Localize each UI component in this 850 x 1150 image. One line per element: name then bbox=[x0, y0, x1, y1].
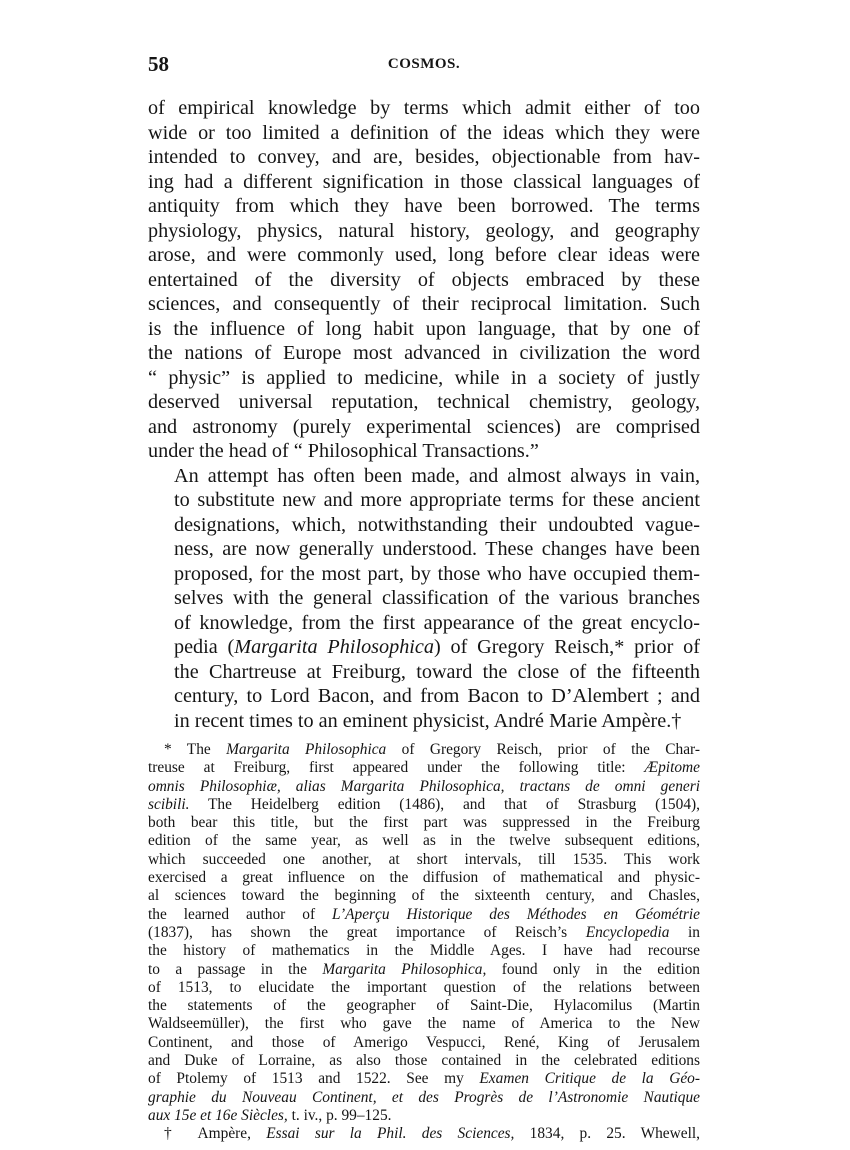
book-title: Margarita Philosophica bbox=[234, 636, 434, 658]
footnote-1 bbox=[148, 741, 700, 1125]
text-line: in recent times to an eminent physicist, André Marie Ampère.† bbox=[174, 709, 682, 732]
text-line: deserved universal reputation, technical chemistry, geology, bbox=[148, 391, 700, 413]
footnote-line bbox=[148, 796, 700, 814]
latin-title: scibili. bbox=[148, 795, 190, 813]
latin-title: Æpitome bbox=[644, 759, 700, 777]
book-title: aux 15e et 16e Siècles, bbox=[148, 1106, 288, 1124]
footnote-line: Waldseemüller), the first who gave the name of America to the New bbox=[148, 1015, 700, 1033]
text-line: intended to convey, and are, besides, objectionable from hav- bbox=[148, 146, 700, 168]
text-run: (1837), has shown the great importance of Reisch’s bbox=[148, 923, 586, 941]
paragraph-1 bbox=[148, 96, 700, 464]
text-line: is the influence of long habit upon language, that by one of bbox=[148, 317, 700, 340]
book-title: L’Aperçu Historique des Méthodes en Géométrie bbox=[332, 905, 700, 923]
paragraph-2 bbox=[148, 464, 700, 734]
text-line: physiology, physics, natural history, geology, and geography bbox=[148, 219, 700, 242]
text-line: arose, and were commonly used, long before clear ideas were bbox=[148, 244, 700, 266]
footnote-line: Continent, and those of Amerigo Vespucci, René, King of Jerusalem bbox=[148, 1033, 700, 1051]
page-number: 58 bbox=[148, 52, 169, 76]
text-line: sciences, and consequently of their reciprocal limitation. Such bbox=[148, 293, 700, 315]
text-run: ) of Gregory Reisch,* prior of bbox=[433, 636, 700, 658]
footnote-line bbox=[148, 906, 700, 924]
footnote-line: al sciences toward the beginning of the sixteenth century, and Chasles, bbox=[148, 887, 700, 905]
footnote-line bbox=[148, 961, 700, 979]
text-line: and astronomy (purely experimental sciences) are comprised bbox=[148, 415, 700, 438]
text-line: of empirical knowledge by terms which admit either of too bbox=[148, 97, 700, 119]
footnote-line bbox=[148, 1107, 700, 1125]
text-line: selves with the general classification of the various branches bbox=[174, 587, 700, 609]
text-line: under the head of “ Philosophical Transactions.” bbox=[148, 440, 539, 462]
footnote-line: both bear this title, but the first part was suppressed in the Freiburg bbox=[148, 814, 700, 832]
footnotes bbox=[148, 741, 700, 1144]
footnote-line: exercised a great influence on the diffusion of mathematical and physic- bbox=[148, 869, 700, 887]
text-run: t. iv., p. 99–125. bbox=[287, 1106, 392, 1124]
text-run: The Heidelberg edition (1486), and that of Strasburg (1504), bbox=[189, 795, 700, 813]
text-line: designations, which, notwithstanding their undoubted vague- bbox=[174, 513, 700, 536]
footnote-line: edition of the same year, as well as in the twelve subsequent editions, bbox=[148, 832, 700, 850]
text-run: † Ampère, bbox=[164, 1125, 267, 1143]
text-line: of knowledge, from the first appearance of the great encyclo- bbox=[174, 611, 700, 634]
footnote-line bbox=[148, 1125, 700, 1143]
footnote-line bbox=[148, 778, 700, 796]
text-line: An attempt has often been made, and almost always in vain, bbox=[174, 464, 700, 487]
text-line: to substitute new and more appropriate terms for these ancient bbox=[174, 489, 700, 511]
book-title: Encyclopedia bbox=[585, 923, 670, 941]
footnote-line bbox=[148, 741, 700, 759]
text-line: proposed, for the most part, by those who have occupied them- bbox=[174, 562, 700, 585]
footnote-line: of 1513, to elucidate the important question of the relations between bbox=[148, 978, 700, 996]
footnote-line: and Duke of Lorraine, as also those contained in the celebrated editions bbox=[148, 1052, 700, 1070]
text-run: to a passage in the bbox=[148, 960, 323, 978]
book-title: Margarita Philosophica bbox=[226, 741, 387, 758]
text-run: treuse at Freiburg, first appeared under the following title: bbox=[148, 759, 645, 777]
footnote-2 bbox=[148, 1125, 700, 1143]
text-run: of Gregory Reisch, prior of the Char- bbox=[386, 741, 700, 758]
text-run: found only in the edition bbox=[486, 960, 700, 978]
footnote-line bbox=[148, 1089, 700, 1107]
text-run: of Ptolemy of 1513 and 1522. See my bbox=[148, 1070, 480, 1088]
text-run: in bbox=[669, 923, 700, 941]
footnote-line bbox=[148, 924, 700, 942]
text-line: entertained of the diversity of objects embraced by these bbox=[148, 268, 700, 291]
book-page bbox=[148, 52, 700, 1144]
text-line: the Chartreuse at Freiburg, toward the close of the fifteenth bbox=[174, 660, 700, 683]
footnote-line: the statements of the geographer of Saint-Die, Hylacomilus (Martin bbox=[148, 997, 700, 1015]
text-line bbox=[148, 635, 700, 660]
footnote-line bbox=[148, 759, 700, 777]
footnote-line: the history of mathematics in the Middle Ages. I have had recourse bbox=[148, 942, 700, 960]
page-header bbox=[148, 52, 700, 82]
text-line: the nations of Europe most advanced in civilization the word bbox=[148, 342, 700, 364]
latin-title: omnis Philosophiæ, alias Margarita Philosophica, tractans de omni generi bbox=[148, 777, 700, 795]
text-line: ing had a different signification in those classical languages of bbox=[148, 170, 700, 193]
text-run: the learned author of bbox=[148, 905, 333, 923]
text-line: “ physic” is applied to medicine, while in a society of justly bbox=[148, 366, 700, 389]
text-line: ness, are now generally understood. These changes have been bbox=[174, 538, 700, 560]
text-line: century, to Lord Bacon, and from Bacon to D’Alembert ; and bbox=[174, 685, 700, 707]
book-title: Examen Critique de la Géo- bbox=[479, 1070, 701, 1088]
text-run: 1834, p. 25. Whewell, bbox=[514, 1125, 700, 1143]
footnote-line: which succeeded one another, at short intervals, till 1535. This work bbox=[148, 850, 700, 868]
text-run: * The bbox=[164, 741, 227, 758]
text-line: wide or too limited a definition of the ideas which they were bbox=[148, 121, 700, 144]
text-line: antiquity from which they have been borrowed. The terms bbox=[148, 195, 700, 217]
book-title: Margarita Philosophica, bbox=[322, 960, 487, 978]
book-title: Essai sur la Phil. des Sciences, bbox=[266, 1125, 515, 1143]
footnote-line bbox=[148, 1070, 700, 1088]
text-run: pedia ( bbox=[174, 636, 235, 658]
main-text bbox=[148, 96, 700, 733]
running-title: COSMOS. bbox=[387, 56, 461, 72]
book-title: graphie du Nouveau Continent, et des Progrès de l’Astronomie Nautique bbox=[148, 1088, 700, 1106]
